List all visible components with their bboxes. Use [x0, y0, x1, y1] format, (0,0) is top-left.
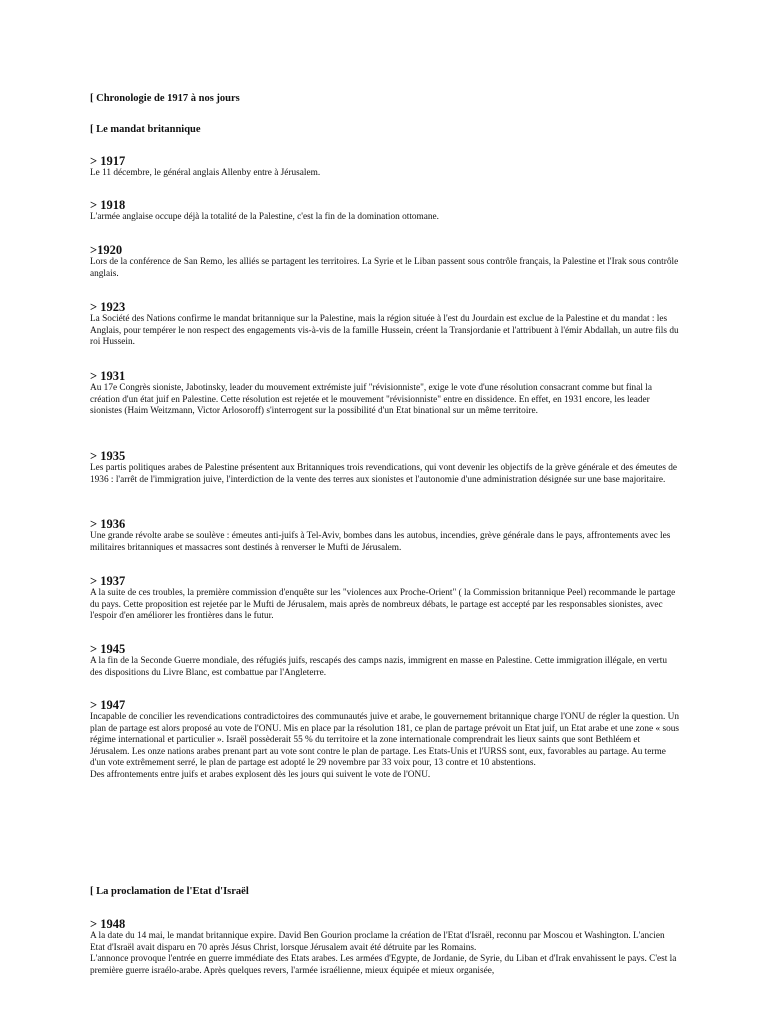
entry-year: > 1917: [90, 154, 126, 168]
entry-paragraph: Le 11 décembre, le général anglais Allenby entre à Jérusalem.: [90, 168, 321, 178]
entry-year: > 1931: [90, 369, 126, 383]
entry-1931: [90, 369, 680, 418]
entry-year: > 1945: [90, 642, 126, 656]
entry-paragraph: Lors de la conférence de San Remo, les alliés se partagent les territoires. La Syrie et le Liban passent sous contrôle français, la Palestine et l'Irak sous contrôle anglais.: [90, 257, 679, 279]
british-mandate-heading: [ Le mandat britannique: [90, 124, 201, 135]
entry-year: >1920: [90, 243, 123, 257]
entry-year: > 1935: [90, 449, 126, 463]
entry-text: [90, 656, 680, 679]
entry-paragraph: La Société des Nations confirme le mandat britannique sur la Palestine, mais la région située à l'est du Jourdain est exclue de la Palestine et du mandat : les Anglais, pour tempérer le non respect des engagements vis-à-vis de la famille Hussein, créent la Transjordanie et l'attribuent à l'émir Abdallah, un autre fils du roi Hussein.: [90, 314, 679, 348]
chronology-heading: [ Chronologie de 1917 à nos jours: [90, 93, 240, 104]
entry-paragraph: A la fin de la Seconde Guerre mondiale, des réfugiés juifs, rescapés des camps nazis, immigrent en masse en Palestine. Cette immigration illégale, en vertu des dispositions du Livre Blanc, est combattue par l'Angleterre.: [90, 656, 668, 678]
entry-year: > 1947: [90, 698, 126, 712]
entry-text: [90, 712, 680, 782]
entry-paragraph: L'annonce provoque l'entrée en guerre immédiate des Etats arabes. Les armées d'Egypte, de Jordanie, de Syrie, du Liban et d'Irak envahissent le pays. C'est la première guerre israélo-arabe. Après quelques revers, l'armée israélienne, mieux équipée et mieux organisée,: [90, 954, 677, 976]
entry-paragraph: Des affrontements entre juifs et arabes explosent dès les jours qui suivent le vote de l'ONU.: [90, 769, 431, 780]
entry-1935: [90, 449, 680, 486]
entry-text: [90, 588, 680, 623]
entry-paragraph: Incapable de concilier les revendications contradictoires des communautés juive et arabe, le gouvernement britannique charge l'ONU de régler la question. Un plan de partage est alors proposé au vote de l'ONU. Mis en place par la résolution 181, ce plan de partage prévoit un Etat juif, un Etat arabe et une zone « sous régime international et particulier ». Israël possèderait 55 % du territoire et la zone internationale comprendrait les lieux saints que sont Bethléem et Jérusalem. Les onze nations arabes prenant part au vote sont contre le plan de partage. Les Etats-Unis et l'URSS sont, eux, favorables au partage. Au terme d'un vote extrêmement serré, le plan de partage est adopté le 29 novembre par 33 voix pour, 13 contre et 10 abstentions.: [90, 712, 680, 769]
entry-1948: [90, 917, 680, 977]
entry-text: [90, 257, 680, 280]
entry-text: [90, 931, 680, 977]
entry-paragraph: A la suite de ces troubles, la première commission d'enquête sur les "violences aux Proche-Orient" ( la Commission britannique Peel) recommande le partage du pays. Cette proposition est rejetée par le Mufti de Jérusalem, mais après de nombreux débats, le partage est accepté par les responsables sionistes, avec l'espoir d'en améliorer les frontières dans le futur.: [90, 588, 676, 622]
entry-text: [90, 212, 680, 224]
entry-year: > 1918: [90, 198, 126, 212]
entry-text: [90, 168, 680, 180]
entry-1918: [90, 198, 680, 224]
entry-1936: [90, 517, 680, 554]
entry-paragraph: Une grande révolte arabe se soulève : émeutes anti-juifs à Tel-Aviv, bombes dans les autobus, incendies, grève générale dans le pays, affrontements avec les militaires britanniques et massacres sont destinés à renverser le Mufti de Jérusalem.: [90, 531, 671, 553]
entry-paragraph: Les partis politiques arabes de Palestine présentent aux Britanniques trois revendications, qui vont devenir les objectifs de la grève générale et des émeutes de 1936 : l'arrêt de l'immigration juive, l'interdiction de la vente des terres aux sionistes et l'autonomie d'une administration désignée sur une base majoritaire.: [90, 463, 678, 485]
entry-1923: [90, 300, 680, 349]
entry-year: > 1948: [90, 917, 126, 931]
entry-1917: [90, 154, 680, 180]
entry-1937: [90, 574, 680, 623]
entry-text: [90, 531, 680, 554]
entry-1920: [90, 243, 680, 280]
entry-year: > 1937: [90, 574, 126, 588]
entry-text: [90, 463, 680, 486]
entry-1945: [90, 642, 680, 679]
entry-year: > 1936: [90, 517, 126, 531]
entry-1947: [90, 698, 680, 782]
entry-text: [90, 314, 680, 349]
entry-paragraph: Au 17e Congrès sioniste, Jabotinsky, leader du mouvement extrémiste juif "révisionniste", exige le vote d'une résolution consacrant comme but final la création d'un état juif en Palestine. Cette résolution est rejetée et le mouvement "révisionniste" entre en dissidence. En effet, en 1931 encore, les leader sionistes (Haim Weitzmann, Victor Arlosoroff) s'interrogent sur la possibilité d'un Etat binational sur un même territoire.: [90, 383, 652, 417]
proclamation-heading: [ La proclamation de l'Etat d'Israël: [90, 886, 249, 897]
entry-year: > 1923: [90, 300, 126, 314]
entry-text: [90, 383, 680, 418]
entry-paragraph: L'armée anglaise occupe déjà la totalité de la Palestine, c'est la fin de la domination ottomane.: [90, 212, 440, 222]
entry-paragraph: A la date du 14 mai, le mandat britannique expire. David Ben Gourion proclame la création de l'Etat d'Israël, reconnu par Moscou et Washington. L'ancien Etat d'Israël avait disparu en 70 après Jésus Christ, lorsque Jérusalem avait été détruite par les Romains.: [90, 931, 665, 953]
